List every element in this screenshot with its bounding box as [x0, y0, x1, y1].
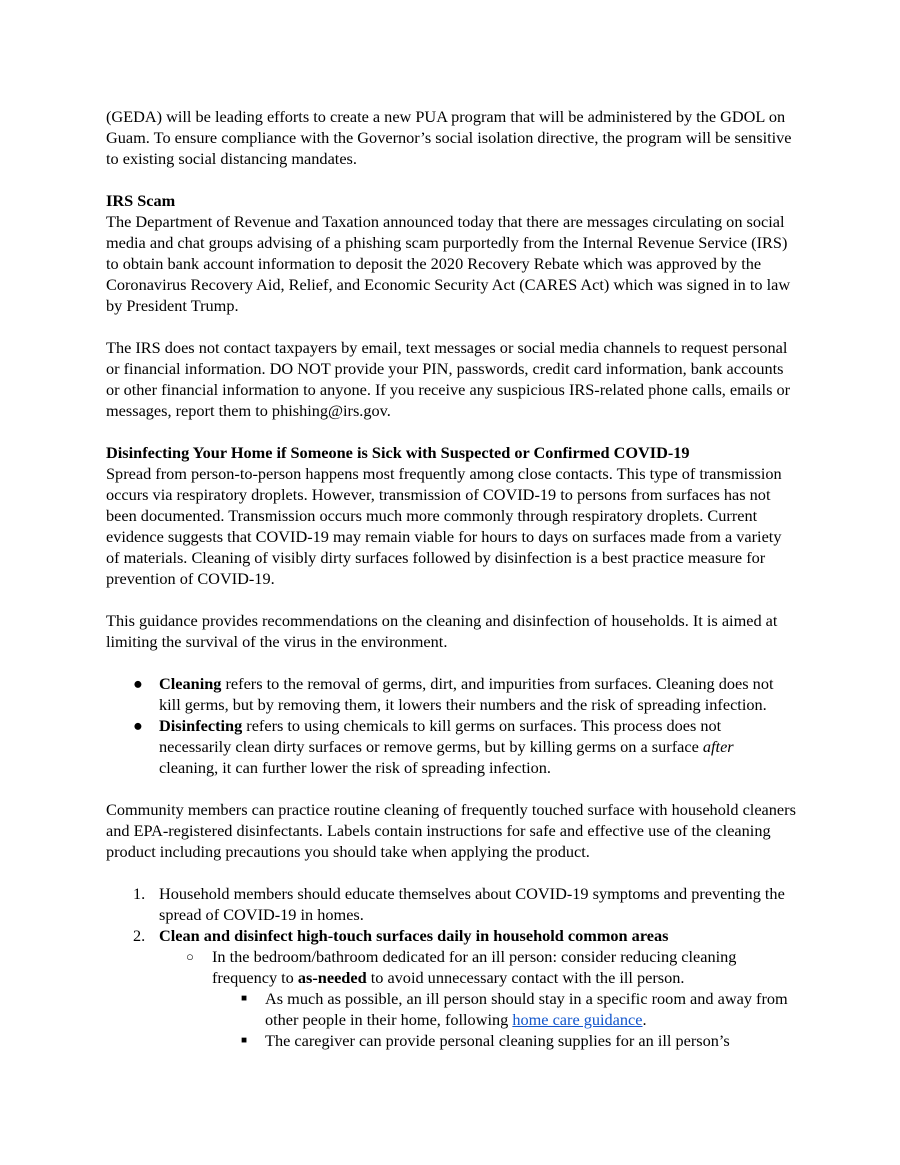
square-bullet-icon: ■ [241, 1035, 248, 1046]
intro-paragraph: (GEDA) will be leading efforts to create a new PUA program that will be administered by the GDOL on Guam. To ensure compliance with the Governor’s social isolation directive, the program will be sensitive to existing social distancing mandates. [106, 107, 792, 168]
sub-item-text-end: to avoid unnecessary contact with the ill person. [366, 968, 685, 987]
step-2-sub-list [159, 946, 796, 1051]
emphasis-as-needed: as-needed [297, 968, 367, 987]
step-2 [106, 925, 796, 1051]
bullet-icon: ● [133, 674, 143, 693]
step-1-text: Household members should educate themselves about COVID-19 symptoms and preventing the spread of COVID-19 in homes. [159, 884, 785, 924]
subsub-item-text: The caregiver can provide personal cleaning supplies for an ill person’s [265, 1031, 730, 1050]
step-number: 2. [133, 926, 146, 945]
term-cleaning: Cleaning [159, 674, 222, 693]
definition-disinfecting: refers to using chemicals to kill germs on surfaces. This process does not necessarily clean dirty surfaces or remove germs, but by killing germs on a surface [159, 716, 722, 756]
term-disinfecting: Disinfecting [159, 716, 243, 735]
disinfect-paragraph-1: Spread from person-to-person happens most frequently among close contacts. This type of transmission occurs via respiratory droplets. However, transmission of COVID-19 to persons from surfaces has not been documented. Transmission occurs much more commonly through respiratory droplets. Current evidence suggests that COVID-19 may remain viable for hours to days on surfaces made from a variety of materials. Cleaning of visibly dirty surfaces followed by disinfection is a best practice measure for prevention of COVID-19. [106, 464, 782, 588]
circle-bullet-icon: ○ [186, 949, 194, 964]
page-content [106, 106, 796, 1051]
list-item-cleaning [106, 673, 796, 715]
bullet-icon: ● [133, 716, 143, 735]
square-bullet-icon: ■ [241, 993, 248, 1004]
sub-item-bedroom [159, 946, 796, 1051]
subsub-item-text: As much as possible, an ill person should stay in a specific room and away from other people in their home, following [265, 989, 788, 1029]
step-number: 1. [133, 884, 146, 903]
subsub-item-caregiver [212, 1030, 796, 1051]
disinfect-paragraph-3: Community members can practice routine cleaning of frequently touched surface with household cleaners and EPA-registered disinfectants. Labels contain instructions for safe and effective use of the cleaning product including precautions you should take when applying the product. [106, 800, 796, 861]
irs-paragraph-1: The Department of Revenue and Taxation announced today that there are messages circulating on social media and chat groups advising of a phishing scam purportedly from the Internal Revenue Service (IRS) to obtain bank account information to deposit the 2020 Recovery Rebate which was approved by the Coronavirus Recovery Aid, Relief, and Economic Security Act (CARES Act) which was signed in to law by President Trump. [106, 212, 791, 315]
subsub-item-stay-in-room [212, 988, 796, 1030]
home-care-guidance-link[interactable]: home care guidance [512, 1010, 643, 1029]
definitions-bullet-list [106, 673, 796, 778]
irs-paragraph-2: The IRS does not contact taxpayers by email, text messages or social media channels to request personal or financial information. DO NOT provide your PIN, passwords, credit card information, bank accounts or other financial information to anyone. If you receive any suspicious IRS-related phone calls, emails or messages, report them to phishing@irs.gov. [106, 338, 791, 420]
step-2-text: Clean and disinfect high-touch surfaces daily in household common areas [159, 926, 669, 945]
disinfect-paragraph-2: This guidance provides recommendations on the cleaning and disinfection of households. It is aimed at limiting the survival of the virus in the environment. [106, 611, 778, 651]
sub-item-text: In the bedroom/bathroom dedicated for an ill person: consider reducing cleaning frequency to [212, 947, 737, 987]
list-item-disinfecting [106, 715, 796, 778]
step-1 [106, 883, 796, 925]
steps-numbered-list [106, 883, 796, 1051]
subsub-item-text-end: . [642, 1010, 647, 1029]
emphasis-after: after [702, 737, 734, 756]
definition-disinfecting-end: cleaning, it can further lower the risk of spreading infection. [159, 758, 551, 777]
irs-heading: IRS Scam [106, 191, 176, 210]
definition-cleaning: refers to the removal of germs, dirt, and impurities from surfaces. Cleaning does not kill germs, but by removing them, it lowers their numbers and the risk of spreading infection. [159, 674, 774, 714]
bedroom-sub-sub-list [212, 988, 796, 1051]
disinfect-heading: Disinfecting Your Home if Someone is Sick with Suspected or Confirmed COVID-19 [106, 443, 690, 462]
